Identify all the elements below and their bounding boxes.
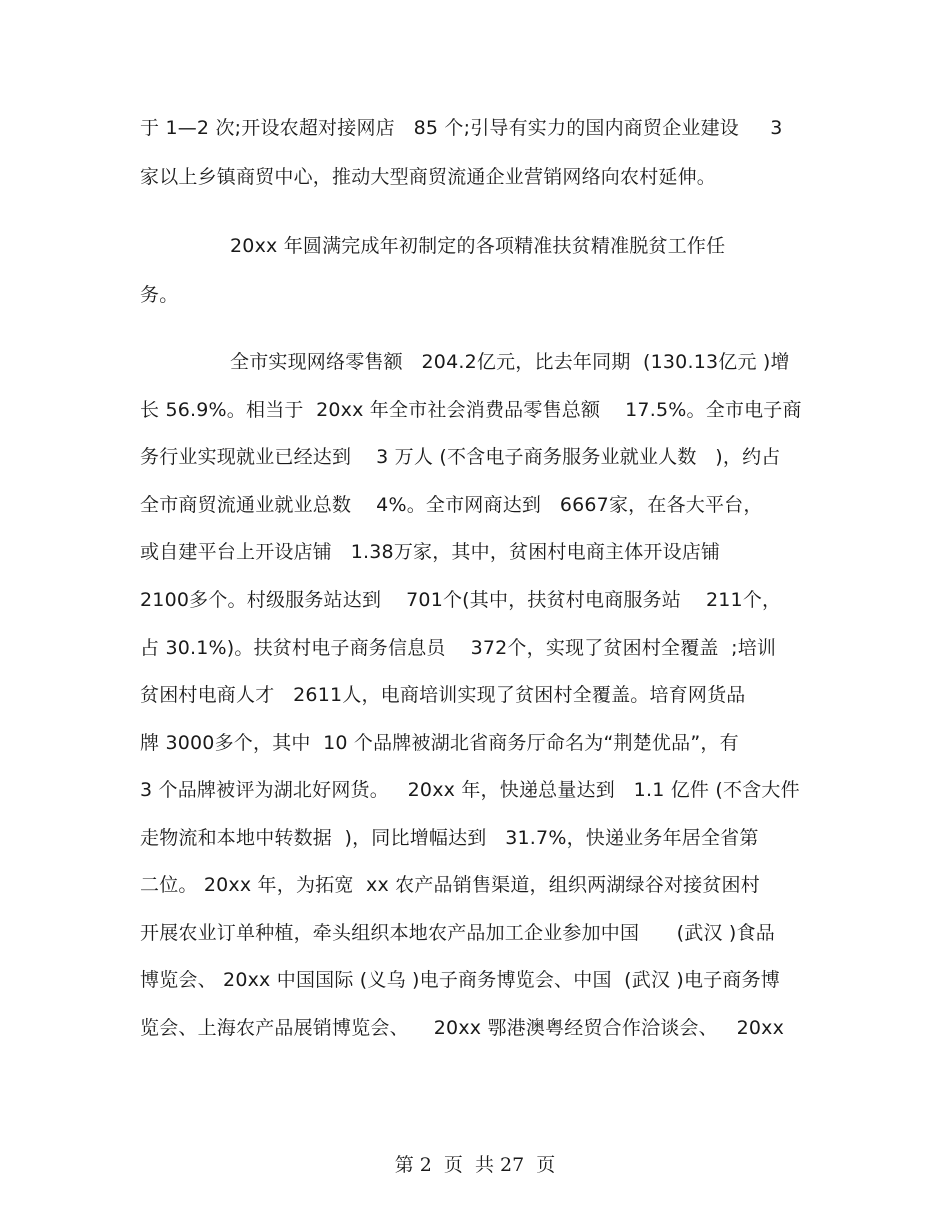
paragraph-2-line-2: 务。	[140, 284, 179, 306]
paragraph-3-line-9: 牌 3000多个，其中 10 个品牌被湖北省商务厅命名为“荆楚优品”，有	[140, 732, 739, 754]
paragraph-3-line-6: 2100多个。村级服务站达到 701个(其中，扶贫村电商服务站 211个，	[140, 589, 782, 611]
paragraph-3-line-12: 二位。 20xx 年，为拓宽 xx 农产品销售渠道，组织两湖绿谷对接贫困村	[140, 874, 760, 896]
paragraph-3-line-5: 或自建平台上开设店铺 1.38万家，其中，贫困村电商主体开设店铺	[140, 541, 721, 563]
paragraph-2-line-1: 20xx 年圆满完成年初制定的各项精准扶贫精准脱贫工作任	[230, 235, 726, 257]
paragraph-1-line-1: 于 1—2 次;开设农超对接网店 85 个;引导有实力的国内商贸企业建设 3	[140, 117, 783, 139]
paragraph-3-line-1: 全市实现网络零售额 204.2亿元，比去年同期 (130.13亿元 )增	[230, 351, 790, 373]
paragraph-3-line-13: 开展农业订单种植，牵头组织本地农产品加工企业参加中国 (武汉 )食品	[140, 922, 775, 944]
paragraph-1-line-2: 家以上乡镇商贸中心，推动大型商贸流通企业营销网络向农村延伸。	[140, 166, 717, 188]
page-number-footer: 第 2 页 共 27 页	[394, 1154, 556, 1176]
paragraph-3-line-8: 贫困村电商人才 2611人，电商培训实现了贫困村全覆盖。培育网货品	[140, 684, 746, 706]
paragraph-3-line-7: 占 30.1%)。扶贫村电子商务信息员 372个，实现了贫困村全覆盖 ;培训	[140, 637, 777, 659]
paragraph-3-line-15: 览会、上海农产品展销博览会、 20xx 鄂港澳粤经贸合作洽谈会、 20xx	[140, 1017, 785, 1039]
paragraph-3-line-10: 3 个品牌被评为湖北好网货。 20xx 年，快递总量达到 1.1 亿件 (不含大件	[140, 779, 800, 801]
paragraph-3-line-3: 务行业实现就业已经达到 3 万人 (不含电子商务服务业就业人数 )，约占	[140, 446, 781, 468]
paragraph-3-line-4: 全市商贸流通业就业总数 4%。全市网商达到 6667家，在各大平台，	[140, 494, 763, 516]
paragraph-3-line-2: 长 56.9%。相当于 20xx 年全市社会消费品零售总额 17.5%。全市电子商	[140, 399, 802, 421]
paragraph-3-line-14: 博览会、 20xx 中国国际 (义乌 )电子商务博览会、中国 (武汉 )电子商务博	[140, 969, 780, 991]
paragraph-3-line-11: 走物流和本地中转数据 )，同比增幅达到 31.7%，快递业务年居全省第	[140, 827, 759, 849]
